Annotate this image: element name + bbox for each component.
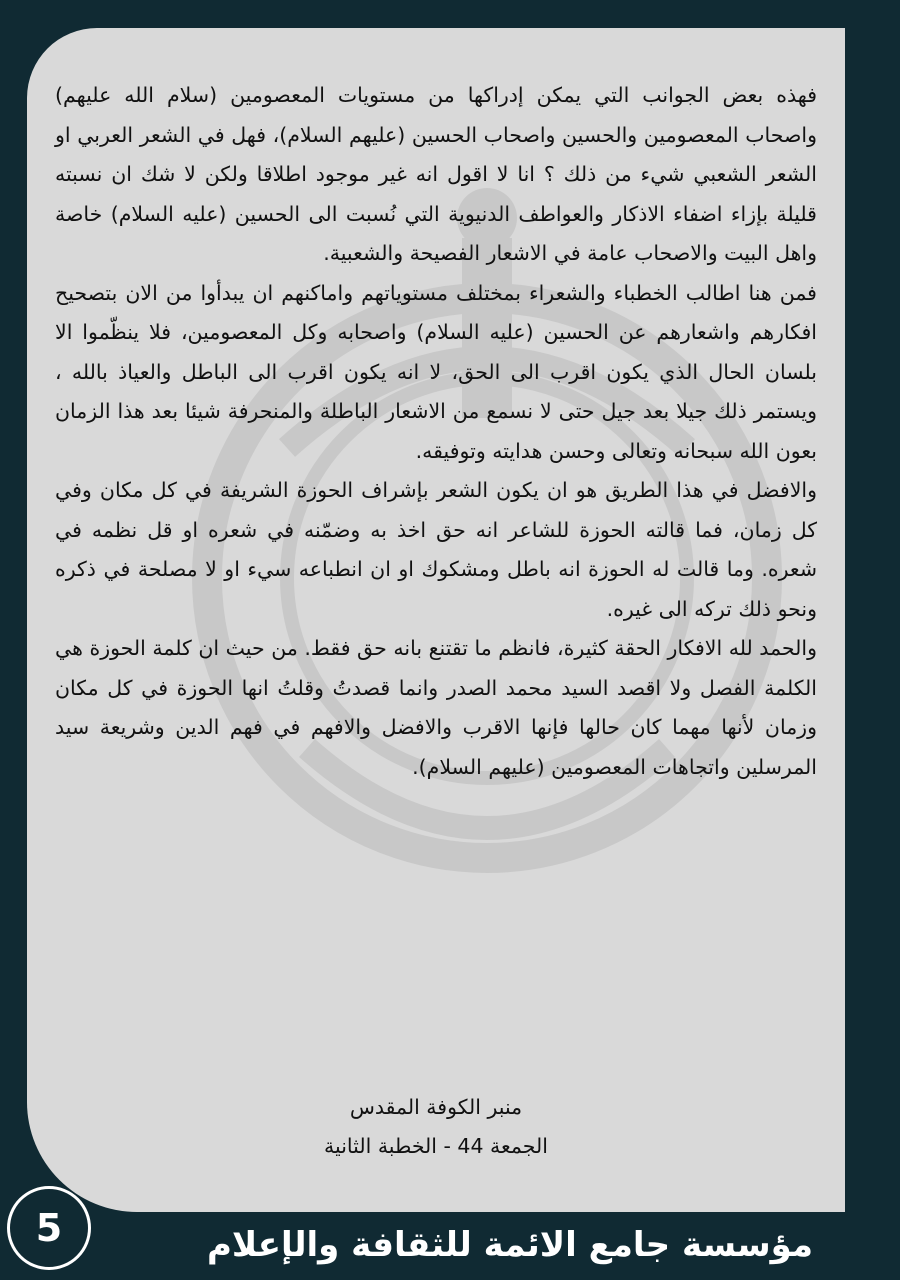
paragraph-3: والافضل في هذا الطريق هو ان يكون الشعر بإشراف الحوزة الشريفة في كل مكان وفي كل زمان، فما قالته الحوزة للشاعر انه حق اخذ به وضمّنه في شعره او قل نظمه في شعره. وما قالت له الحوزة انه باطل ومشكوك او ان انطباعه سيء او لا مصلحة في ذكره ونحو ذلك تركه الى غيره.	[55, 478, 817, 621]
paragraph-4: والحمد لله الافكار الحقة كثيرة، فانظم ما تقتنع بانه حق فقط. من حيث ان كلمة الحوزة هي الكلمة الفصل ولا اقصد السيد محمد الصدر وانما قصدتُ وقلتُ انها الحوزة في كل مكان وزمان لأنها مهما كان حالها فإنها الاقرب والافضل والافهم في فهم الدين وشريعة سيد المرسلين واتجاهات المعصومين (عليهم السلام).	[55, 636, 817, 779]
footer-title: مؤسسة جامع الائمة للثقافة والإعلام	[207, 1225, 813, 1265]
paragraph-1: فهذه بعض الجوانب التي يمكن إدراكها من مستويات المعصومين (سلام الله عليهم) واصحاب المعصومين والحسين واصحاب الحسين (عليهم السلام)، فهل في الشعر العربي او الشعر الشعبي شيء من ذلك ؟ انا لا اقول انه غير موجود اطلاقا ولكن لا شك ان نسبته قليلة بإزاء اضفاء الاذكار والعواطف الدنيوية التي نُسبت الى الحسين (عليه السلام) خاصة واهل البيت والاصحاب عامة في الاشعار الفصيحة والشعبية.	[55, 83, 817, 265]
signature-block	[27, 1088, 845, 1166]
paragraph-2: فمن هنا اطالب الخطباء والشعراء بمختلف مستوياتهم واماكنهم ان يبدأوا من الان بتصحيح افكارهم واشعارهم عن الحسين (عليه السلام) واصحابه وكل المعصومين، فلا ينظّموا الا بلسان الحال الذي يكون اقرب الى الحق، لا انه يكون اقرب الى الباطل والعياذ بالله ، ويستمر ذلك جيلا بعد جيل حتى لا نسمع من الاشعار الباطلة والمنحرفة شيئا بعد هذا الزمان بعون الله سبحانه وتعالى وحسن هدايته وتوفيقه.	[55, 280, 817, 463]
signature-line-1: منبر الكوفة المقدس	[349, 1095, 523, 1119]
page-card	[27, 28, 845, 1212]
page-number-badge: 5	[7, 1186, 91, 1270]
sermon-body	[55, 76, 817, 787]
signature-line-2: الجمعة 44 - الخطبة الثانية	[324, 1134, 548, 1158]
